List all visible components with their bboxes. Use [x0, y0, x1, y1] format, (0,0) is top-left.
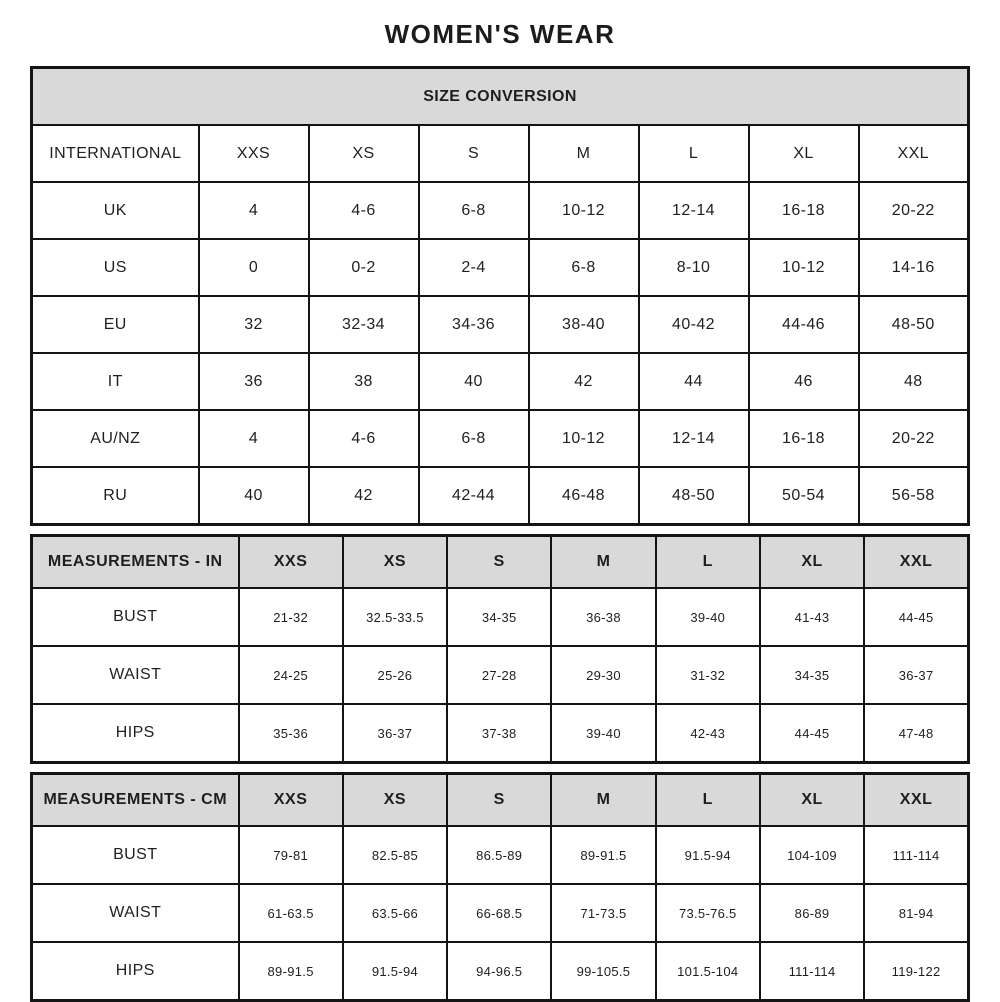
value-cell: 42-44	[419, 467, 529, 525]
table-row	[32, 704, 969, 763]
measurements-in-title-cell: MEASUREMENTS - IN	[32, 536, 239, 589]
value-cell: 14-16	[859, 239, 969, 296]
value-cell: 44	[639, 353, 749, 410]
value-cell: 36	[199, 353, 309, 410]
size-column-header: M	[551, 536, 655, 589]
value-cell: 29-30	[551, 646, 655, 704]
value-cell: 34-35	[447, 588, 551, 646]
size-column-header: XXS	[199, 125, 309, 182]
value-cell: 20-22	[859, 410, 969, 467]
value-cell: 0-2	[309, 239, 419, 296]
size-column-header: S	[447, 536, 551, 589]
value-cell: 6-8	[419, 182, 529, 239]
value-cell: 12-14	[639, 182, 749, 239]
measurements-in-header-row	[32, 536, 969, 589]
size-column-header: XXS	[239, 774, 343, 827]
value-cell: 44-45	[864, 588, 968, 646]
value-cell: 8-10	[639, 239, 749, 296]
value-cell: 41-43	[760, 588, 864, 646]
size-column-header: S	[447, 774, 551, 827]
value-cell: 44-46	[749, 296, 859, 353]
value-cell: 40	[419, 353, 529, 410]
row-label: IT	[32, 353, 199, 410]
measurements-in-table	[30, 534, 970, 764]
value-cell: 34-36	[419, 296, 529, 353]
table-row	[32, 826, 969, 884]
size-column-header: L	[656, 774, 760, 827]
value-cell: 42	[529, 353, 639, 410]
value-cell: 86-89	[760, 884, 864, 942]
value-cell: 12-14	[639, 410, 749, 467]
value-cell: 10-12	[529, 410, 639, 467]
value-cell: 6-8	[419, 410, 529, 467]
row-label: US	[32, 239, 199, 296]
value-cell: 71-73.5	[551, 884, 655, 942]
value-cell: 40-42	[639, 296, 749, 353]
row-label: UK	[32, 182, 199, 239]
value-cell: 73.5-76.5	[656, 884, 760, 942]
size-chart-page	[30, 0, 970, 1002]
size-column-header: XS	[343, 774, 447, 827]
value-cell: 111-114	[864, 826, 968, 884]
value-cell: 0	[199, 239, 309, 296]
value-cell: 31-32	[656, 646, 760, 704]
value-cell: 101.5-104	[656, 942, 760, 1001]
row-label: BUST	[32, 826, 239, 884]
size-column-header: M	[551, 774, 655, 827]
row-label: AU/NZ	[32, 410, 199, 467]
row-label: RU	[32, 467, 199, 525]
value-cell: 39-40	[551, 704, 655, 763]
value-cell: 6-8	[529, 239, 639, 296]
size-column-header: XXL	[864, 536, 968, 589]
value-cell: 42	[309, 467, 419, 525]
value-cell: 48	[859, 353, 969, 410]
value-cell: 61-63.5	[239, 884, 343, 942]
value-cell: 89-91.5	[551, 826, 655, 884]
value-cell: 20-22	[859, 182, 969, 239]
value-cell: 38	[309, 353, 419, 410]
measurements-in-body	[32, 588, 969, 763]
value-cell: 99-105.5	[551, 942, 655, 1001]
value-cell: 37-38	[447, 704, 551, 763]
value-cell: 111-114	[760, 942, 864, 1001]
row-label: HIPS	[32, 704, 239, 763]
size-column-header: S	[419, 125, 529, 182]
size-column-header: XL	[749, 125, 859, 182]
value-cell: 56-58	[859, 467, 969, 525]
size-conversion-table	[30, 66, 970, 526]
value-cell: 44-45	[760, 704, 864, 763]
table-row	[32, 353, 969, 410]
value-cell: 25-26	[343, 646, 447, 704]
size-column-header: XL	[760, 774, 864, 827]
row-label: HIPS	[32, 942, 239, 1001]
value-cell: 66-68.5	[447, 884, 551, 942]
page-title: WOMEN'S WEAR	[384, 19, 616, 49]
size-conversion-header-row	[32, 125, 969, 182]
value-cell: 94-96.5	[447, 942, 551, 1001]
value-cell: 21-32	[239, 588, 343, 646]
value-cell: 79-81	[239, 826, 343, 884]
value-cell: 81-94	[864, 884, 968, 942]
table-row	[32, 182, 969, 239]
value-cell: 46-48	[529, 467, 639, 525]
table-row	[32, 410, 969, 467]
size-column-header: XS	[309, 125, 419, 182]
value-cell: 27-28	[447, 646, 551, 704]
value-cell: 32-34	[309, 296, 419, 353]
value-cell: 4-6	[309, 410, 419, 467]
international-header-cell: INTERNATIONAL	[32, 125, 199, 182]
value-cell: 10-12	[749, 239, 859, 296]
value-cell: 39-40	[656, 588, 760, 646]
value-cell: 46	[749, 353, 859, 410]
value-cell: 32	[199, 296, 309, 353]
row-label: BUST	[32, 588, 239, 646]
row-label: WAIST	[32, 646, 239, 704]
size-conversion-title: SIZE CONVERSION	[32, 68, 969, 126]
table-row	[32, 239, 969, 296]
value-cell: 2-4	[419, 239, 529, 296]
size-column-header: XXL	[864, 774, 968, 827]
value-cell: 89-91.5	[239, 942, 343, 1001]
value-cell: 36-37	[864, 646, 968, 704]
value-cell: 86.5-89	[447, 826, 551, 884]
size-column-header: L	[639, 125, 749, 182]
size-column-header: XXL	[859, 125, 969, 182]
value-cell: 50-54	[749, 467, 859, 525]
size-conversion-body	[32, 182, 969, 525]
table-row	[32, 646, 969, 704]
value-cell: 24-25	[239, 646, 343, 704]
size-column-header: M	[529, 125, 639, 182]
value-cell: 104-109	[760, 826, 864, 884]
value-cell: 40	[199, 467, 309, 525]
row-label: WAIST	[32, 884, 239, 942]
row-label: EU	[32, 296, 199, 353]
size-column-header: XS	[343, 536, 447, 589]
value-cell: 63.5-66	[343, 884, 447, 942]
value-cell: 10-12	[529, 182, 639, 239]
table-row	[32, 296, 969, 353]
value-cell: 36-38	[551, 588, 655, 646]
value-cell: 119-122	[864, 942, 968, 1001]
value-cell: 4-6	[309, 182, 419, 239]
value-cell: 48-50	[639, 467, 749, 525]
measurements-cm-body	[32, 826, 969, 1001]
value-cell: 82.5-85	[343, 826, 447, 884]
value-cell: 32.5-33.5	[343, 588, 447, 646]
value-cell: 16-18	[749, 410, 859, 467]
value-cell: 91.5-94	[343, 942, 447, 1001]
value-cell: 4	[199, 182, 309, 239]
value-cell: 35-36	[239, 704, 343, 763]
measurements-cm-table	[30, 772, 970, 1002]
table-row	[32, 942, 969, 1001]
size-column-header: XXS	[239, 536, 343, 589]
size-column-header: L	[656, 536, 760, 589]
value-cell: 34-35	[760, 646, 864, 704]
value-cell: 42-43	[656, 704, 760, 763]
value-cell: 48-50	[859, 296, 969, 353]
value-cell: 36-37	[343, 704, 447, 763]
value-cell: 4	[199, 410, 309, 467]
table-row	[32, 588, 969, 646]
size-conversion-banner-row	[32, 68, 969, 126]
table-row	[32, 884, 969, 942]
measurements-cm-header-row	[32, 774, 969, 827]
value-cell: 16-18	[749, 182, 859, 239]
value-cell: 38-40	[529, 296, 639, 353]
table-row	[32, 467, 969, 525]
value-cell: 47-48	[864, 704, 968, 763]
measurements-cm-title-cell: MEASUREMENTS - CM	[32, 774, 239, 827]
size-column-header: XL	[760, 536, 864, 589]
value-cell: 91.5-94	[656, 826, 760, 884]
